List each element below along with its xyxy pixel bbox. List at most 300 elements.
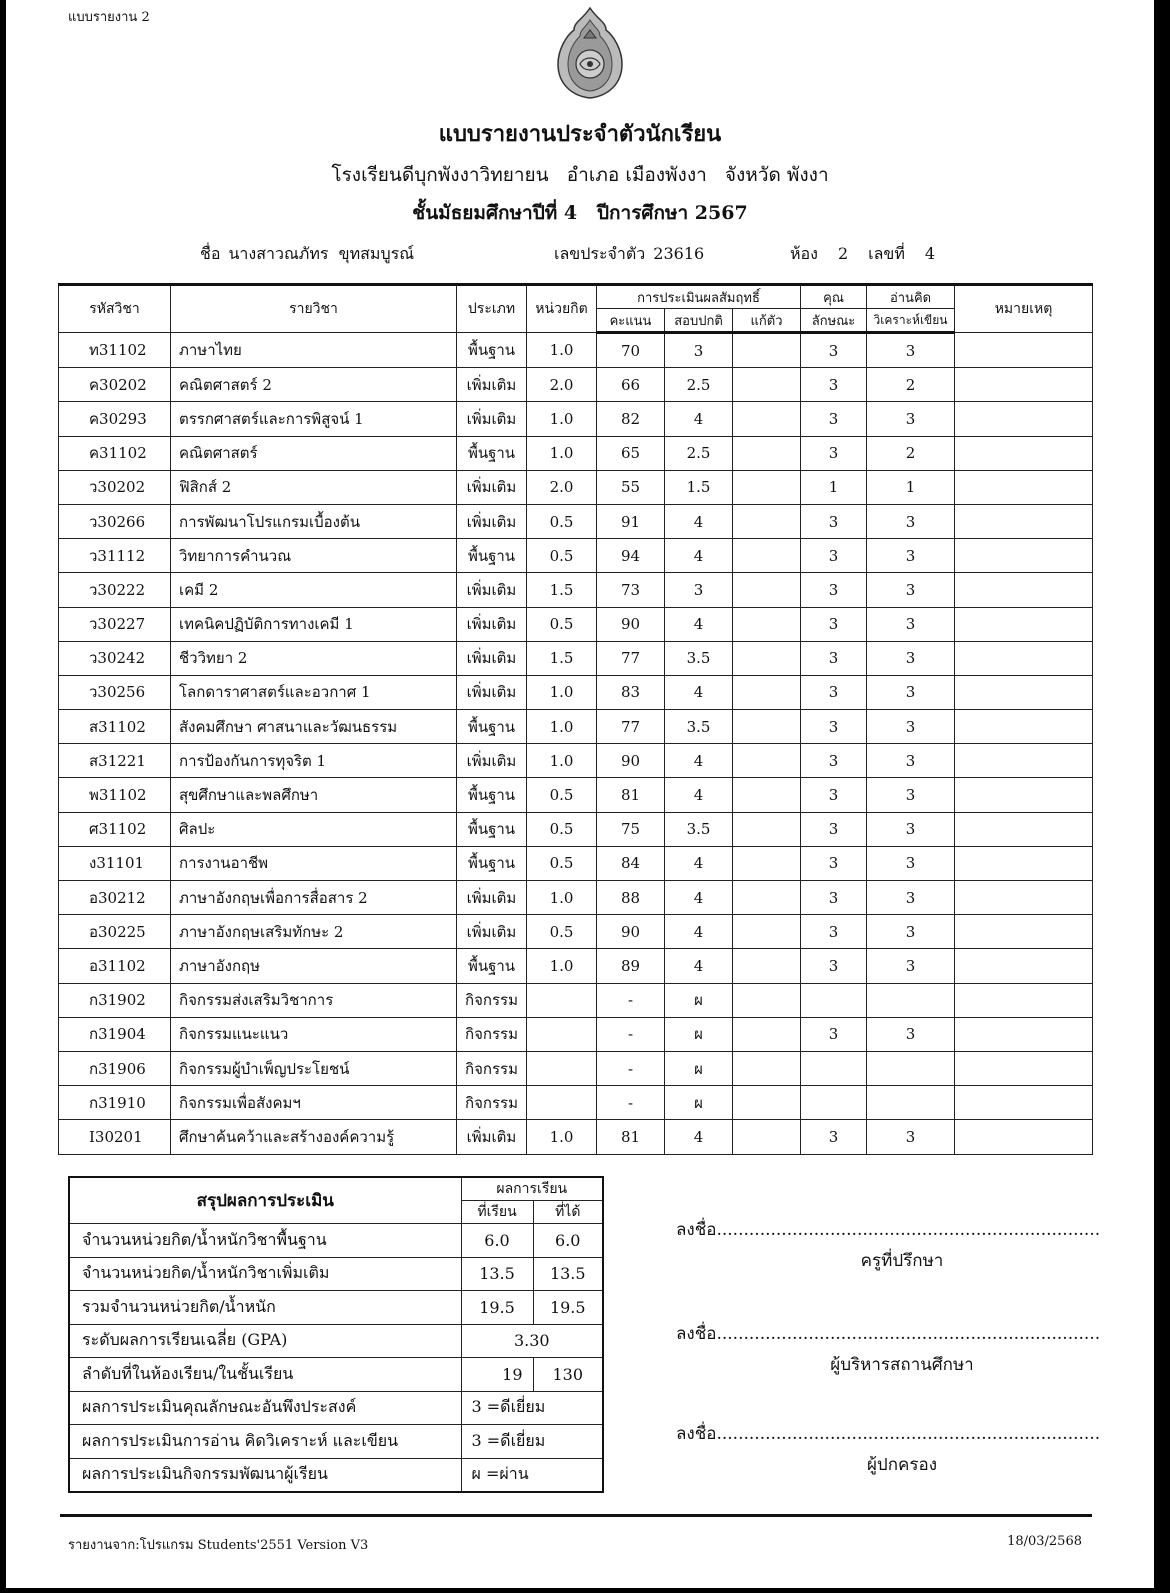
subject-name: เทคนิคปฏิบัติการทางเคมี 1: [171, 607, 457, 641]
subject-remark: [955, 710, 1093, 744]
summary-taken-header: ที่เรียน: [461, 1201, 533, 1224]
footer-source: รายงานจาก:โปรแกรม Students'2551 Version V3: [68, 1538, 369, 1553]
subject-type: พื้นฐาน: [457, 539, 527, 573]
subject-reading: 3: [867, 710, 955, 744]
subject-type: เพิ่มเติม: [457, 402, 527, 436]
subject-credit: 1.0: [527, 881, 597, 915]
table-row: [59, 983, 1093, 1017]
subject-retake: [733, 915, 801, 949]
table-row: [59, 402, 1093, 436]
header-assessment: การประเมินผลสัมฤทธิ์: [597, 285, 801, 309]
table-row: [59, 607, 1093, 641]
subject-remark: [955, 436, 1093, 470]
subject-name: ภาษาอังกฤษ: [171, 949, 457, 983]
subject-grade: ผ: [665, 983, 733, 1017]
header-reading-1: อ่านคิด: [867, 285, 955, 309]
subject-score: 70: [597, 333, 665, 368]
subject-type: พื้นฐาน: [457, 812, 527, 846]
subject-score: 90: [597, 607, 665, 641]
subject-quality: 3: [801, 504, 867, 538]
subject-retake: [733, 1017, 801, 1051]
quality-label: ผลการประเมินคุณลักษณะอันพึงประสงค์: [69, 1391, 461, 1425]
subject-name: คณิตศาสตร์: [171, 436, 457, 470]
footer-divider: [60, 1514, 1092, 1517]
subject-credit: 1.0: [527, 1120, 597, 1154]
table-row: [59, 436, 1093, 470]
report-title: แบบรายงานประจำตัวนักเรียน: [438, 121, 722, 147]
subject-credit: 2.0: [527, 470, 597, 504]
total-credit-label: รวมจำนวนหน่วยกิต/น้ำหนัก: [69, 1291, 461, 1325]
subject-grade: 3.5: [665, 812, 733, 846]
subject-credit: [527, 1086, 597, 1120]
subject-credit: 1.0: [527, 436, 597, 470]
subject-quality: 3: [801, 915, 867, 949]
subject-quality: 3: [801, 402, 867, 436]
subject-grade: 4: [665, 607, 733, 641]
subject-grade: 4: [665, 744, 733, 778]
subject-credit: 1.0: [527, 675, 597, 709]
subject-type: เพิ่มเติม: [457, 607, 527, 641]
subject-name: กิจกรรมเพื่อสังคมฯ: [171, 1086, 457, 1120]
subject-retake: [733, 778, 801, 812]
subject-credit: [527, 1017, 597, 1051]
subject-remark: [955, 1051, 1093, 1085]
subject-code: ว30222: [59, 573, 171, 607]
subject-type: พื้นฐาน: [457, 710, 527, 744]
subject-name: กิจกรรมส่งเสริมวิชาการ: [171, 983, 457, 1017]
subject-name: ชีววิทยา 2: [171, 641, 457, 675]
subject-credit: 0.5: [527, 778, 597, 812]
subject-quality: 3: [801, 1120, 867, 1154]
subject-remark: [955, 573, 1093, 607]
subject-grade: 4: [665, 504, 733, 538]
subject-code: ก31910: [59, 1086, 171, 1120]
subject-credit: 0.5: [527, 846, 597, 880]
subject-reading: 3: [867, 949, 955, 983]
subject-code: ว30202: [59, 470, 171, 504]
class-line: ชั้นมัธยมศึกษาปีที่ 4 ปีการศึกษา 2567: [412, 202, 748, 224]
subject-grade: 4: [665, 402, 733, 436]
total-credit-earned: 19.5: [533, 1291, 603, 1325]
subject-remark: [955, 675, 1093, 709]
subject-retake: [733, 812, 801, 846]
subject-remark: [955, 812, 1093, 846]
subject-retake: [733, 641, 801, 675]
subject-name: ศิลปะ: [171, 812, 457, 846]
subject-grade: ผ: [665, 1051, 733, 1085]
subject-retake: [733, 710, 801, 744]
reading-value: 3 =ดีเยี่ยม: [461, 1425, 603, 1459]
subject-quality: 3: [801, 710, 867, 744]
subject-type: เพิ่มเติม: [457, 881, 527, 915]
extra-credit-earned: 13.5: [533, 1257, 603, 1291]
subject-type: เพิ่มเติม: [457, 744, 527, 778]
subject-grade: 3: [665, 573, 733, 607]
school-seal-logo: [552, 6, 628, 100]
subject-code: อ30225: [59, 915, 171, 949]
subject-credit: 2.0: [527, 368, 597, 402]
subject-type: กิจกรรม: [457, 1017, 527, 1051]
subject-remark: [955, 881, 1093, 915]
subject-type: เพิ่มเติม: [457, 641, 527, 675]
subject-score: -: [597, 1086, 665, 1120]
table-row: [59, 949, 1093, 983]
table-row: [59, 368, 1093, 402]
subject-remark: [955, 333, 1093, 368]
subject-score: -: [597, 983, 665, 1017]
subject-code: ว30227: [59, 607, 171, 641]
subject-name: สุขศึกษาและพลศึกษา: [171, 778, 457, 812]
subject-quality: 3: [801, 778, 867, 812]
table-row: [59, 881, 1093, 915]
subject-name: กิจกรรมผู้บำเพ็ญประโยชน์: [171, 1051, 457, 1085]
subject-remark: [955, 983, 1093, 1017]
subject-code: ค30202: [59, 368, 171, 402]
table-row: [59, 1017, 1093, 1051]
student-room-block: [790, 242, 943, 267]
summary-title: สรุปผลการประเมิน: [69, 1177, 461, 1224]
subject-type: พื้นฐาน: [457, 949, 527, 983]
subject-score: -: [597, 1017, 665, 1051]
table-row: [59, 744, 1093, 778]
signature-role: ครูที่ปรึกษา: [860, 1251, 944, 1271]
subject-name: ภาษาอังกฤษเพื่อการสื่อสาร 2: [171, 881, 457, 915]
subject-remark: [955, 607, 1093, 641]
subject-code: ท31102: [59, 333, 171, 368]
header-quality-2: ลักษณะ: [801, 309, 867, 333]
subject-remark: [955, 1086, 1093, 1120]
subject-quality: 3: [801, 812, 867, 846]
subject-quality: 3: [801, 539, 867, 573]
subject-remark: [955, 846, 1093, 880]
subject-remark: [955, 470, 1093, 504]
subject-grade: 3.5: [665, 710, 733, 744]
subject-reading: 3: [867, 915, 955, 949]
header-subject: รายวิชา: [171, 285, 457, 333]
subject-reading: 3: [867, 573, 955, 607]
subject-name: โลกดาราศาสตร์และอวกาศ 1: [171, 675, 457, 709]
subject-retake: [733, 1051, 801, 1085]
subject-credit: [527, 983, 597, 1017]
table-row: [59, 470, 1093, 504]
rank-class: 130: [533, 1358, 603, 1392]
student-room: 2: [837, 244, 849, 263]
form-number: แบบรายงาน 2: [68, 10, 150, 25]
header-remark: หมายเหตุ: [955, 285, 1093, 333]
subject-name: สังคมศึกษา ศาสนาและวัฒนธรรม: [171, 710, 457, 744]
subject-quality: 3: [801, 368, 867, 402]
subject-credit: 1.5: [527, 641, 597, 675]
subject-reading: 3: [867, 881, 955, 915]
subject-score: 83: [597, 675, 665, 709]
subject-type: เพิ่มเติม: [457, 368, 527, 402]
subject-retake: [733, 846, 801, 880]
subject-name: การพัฒนาโปรแกรมเบื้องต้น: [171, 504, 457, 538]
subject-score: 90: [597, 915, 665, 949]
subject-code: ว30266: [59, 504, 171, 538]
subject-type: เพิ่มเติม: [457, 504, 527, 538]
subject-credit: 0.5: [527, 812, 597, 846]
table-row: [59, 778, 1093, 812]
subject-grade: 4: [665, 539, 733, 573]
subject-reading: 3: [867, 675, 955, 709]
subject-type: เพิ่มเติม: [457, 1120, 527, 1154]
subject-quality: 3: [801, 573, 867, 607]
subject-type: เพิ่มเติม: [457, 915, 527, 949]
subject-code: ว31112: [59, 539, 171, 573]
subject-reading: 3: [867, 778, 955, 812]
signature-role: ผู้บริหารสถานศึกษา: [830, 1355, 974, 1375]
student-id: 23616: [653, 244, 705, 263]
subject-type: เพิ่มเติม: [457, 470, 527, 504]
subject-code: ก31904: [59, 1017, 171, 1051]
reading-label: ผลการประเมินการอ่าน คิดวิเคราะห์ และเขียน: [69, 1425, 461, 1459]
subject-retake: [733, 504, 801, 538]
subject-credit: 0.5: [527, 915, 597, 949]
table-row: [59, 1120, 1093, 1154]
subject-grade: 4: [665, 915, 733, 949]
subject-credit: 0.5: [527, 504, 597, 538]
table-row: [59, 1086, 1093, 1120]
subject-name: ภาษาอังกฤษเสริมทักษะ 2: [171, 915, 457, 949]
subject-name: การงานอาชีพ: [171, 846, 457, 880]
signature-line: ลงชื่อ.......................................................................: [676, 1424, 1101, 1444]
subject-type: พื้นฐาน: [457, 436, 527, 470]
subject-score: 66: [597, 368, 665, 402]
header-normal: สอบปกติ: [665, 309, 733, 333]
subject-reading: 3: [867, 333, 955, 368]
subject-name: ตรรกศาสตร์และการพิสูจน์ 1: [171, 402, 457, 436]
subject-score: -: [597, 1051, 665, 1085]
subject-retake: [733, 402, 801, 436]
subject-quality: 3: [801, 607, 867, 641]
subject-score: 82: [597, 402, 665, 436]
extra-credit-taken: 13.5: [461, 1257, 533, 1291]
table-row: [59, 333, 1093, 368]
subject-quality: 1: [801, 470, 867, 504]
gpa-value: 3.30: [461, 1324, 603, 1358]
signature-line: ลงชื่อ.......................................................................: [676, 1324, 1101, 1344]
subject-score: 77: [597, 710, 665, 744]
subject-grade: 3.5: [665, 641, 733, 675]
header-type: ประเภท: [457, 285, 527, 333]
subject-remark: [955, 1017, 1093, 1051]
subject-retake: [733, 1120, 801, 1154]
subject-reading: [867, 1051, 955, 1085]
signature-parent: [676, 1420, 1101, 1478]
subject-grade: 4: [665, 949, 733, 983]
subject-type: พื้นฐาน: [457, 778, 527, 812]
subject-quality: 3: [801, 846, 867, 880]
subject-credit: 1.0: [527, 402, 597, 436]
subject-type: กิจกรรม: [457, 1086, 527, 1120]
subject-quality: [801, 1051, 867, 1085]
subject-quality: [801, 1086, 867, 1120]
subject-remark: [955, 368, 1093, 402]
subject-reading: 3: [867, 812, 955, 846]
subject-code: ง31101: [59, 846, 171, 880]
subject-reading: 3: [867, 539, 955, 573]
subject-retake: [733, 539, 801, 573]
subject-name: ฟิสิกส์ 2: [171, 470, 457, 504]
extra-credit-label: จำนวนหน่วยกิต/น้ำหนักวิชาเพิ่มเติม: [69, 1257, 461, 1291]
subject-credit: 1.0: [527, 333, 597, 368]
subject-retake: [733, 436, 801, 470]
table-row: [59, 1051, 1093, 1085]
subject-retake: [733, 983, 801, 1017]
subject-score: 84: [597, 846, 665, 880]
rank-label: ลำดับที่ในห้องเรียน/ในชั้นเรียน: [69, 1358, 461, 1392]
subject-remark: [955, 949, 1093, 983]
activity-value: ผ =ผ่าน: [461, 1458, 603, 1492]
subject-reading: 3: [867, 641, 955, 675]
subject-grade: ผ: [665, 1086, 733, 1120]
subject-score: 65: [597, 436, 665, 470]
subject-score: 75: [597, 812, 665, 846]
school-line: โรงเรียนดีบุกพังงาวิทยายน อำเภอ เมืองพังงา จังหวัด พังงา: [331, 164, 829, 186]
subject-credit: 1.5: [527, 573, 597, 607]
subject-credit: 0.5: [527, 539, 597, 573]
student-name: นางสาวณภัทร ขุทสมบูรณ์: [228, 244, 415, 263]
subject-retake: [733, 470, 801, 504]
subject-code: ว30256: [59, 675, 171, 709]
rank-room: 19: [461, 1358, 533, 1392]
subject-reading: 3: [867, 744, 955, 778]
subject-grade: 4: [665, 881, 733, 915]
subject-type: พื้นฐาน: [457, 333, 527, 368]
subject-grade: ผ: [665, 1017, 733, 1051]
subject-code: อ31102: [59, 949, 171, 983]
subject-reading: [867, 983, 955, 1017]
signature-role: ผู้ปกครอง: [866, 1455, 938, 1475]
report-page: [6, 0, 1154, 1588]
subject-credit: 0.5: [527, 607, 597, 641]
subject-reading: 1: [867, 470, 955, 504]
subject-quality: 3: [801, 881, 867, 915]
subject-quality: 3: [801, 436, 867, 470]
header-reading-2: วิเคราะห์เขียน: [867, 309, 955, 333]
summary-result-header: ผลการเรียน: [461, 1177, 603, 1201]
subject-score: 88: [597, 881, 665, 915]
room-label: ห้อง: [790, 244, 818, 263]
subject-quality: [801, 983, 867, 1017]
subject-grade: 1.5: [665, 470, 733, 504]
subject-type: กิจกรรม: [457, 1051, 527, 1085]
student-no: 4: [924, 244, 936, 263]
subject-reading: 3: [867, 846, 955, 880]
table-row: [59, 641, 1093, 675]
subject-grade: 4: [665, 1120, 733, 1154]
subject-score: 77: [597, 641, 665, 675]
subject-remark: [955, 504, 1093, 538]
subject-remark: [955, 778, 1093, 812]
basic-credit-label: จำนวนหน่วยกิต/น้ำหนักวิชาพื้นฐาน: [69, 1224, 461, 1258]
subject-grade: 4: [665, 675, 733, 709]
subject-name: เคมี 2: [171, 573, 457, 607]
subject-score: 91: [597, 504, 665, 538]
signature-advisor: [676, 1216, 1101, 1274]
subject-grade: 2.5: [665, 368, 733, 402]
subject-retake: [733, 1086, 801, 1120]
subject-reading: 2: [867, 368, 955, 402]
student-name-block: [200, 242, 422, 267]
header-quality-1: คุณ: [801, 285, 867, 309]
subject-grade: 3: [665, 333, 733, 368]
subject-remark: [955, 744, 1093, 778]
subject-quality: 3: [801, 1017, 867, 1051]
header-credit: หน่วยกิต: [527, 285, 597, 333]
header-code: รหัสวิชา: [59, 285, 171, 333]
subject-grade: 4: [665, 846, 733, 880]
grades-table: [58, 283, 1093, 1155]
subject-score: 89: [597, 949, 665, 983]
subject-type: เพิ่มเติม: [457, 573, 527, 607]
subject-remark: [955, 539, 1093, 573]
subject-credit: [527, 1051, 597, 1085]
subject-quality: 3: [801, 333, 867, 368]
subject-code: ก31906: [59, 1051, 171, 1085]
subject-score: 55: [597, 470, 665, 504]
subject-reading: 2: [867, 436, 955, 470]
id-label: เลขประจำตัว: [554, 244, 646, 263]
no-label: เลขที่: [868, 244, 905, 263]
subject-quality: 3: [801, 949, 867, 983]
subject-score: 73: [597, 573, 665, 607]
table-row: [59, 504, 1093, 538]
subject-credit: 1.0: [527, 744, 597, 778]
subject-code: ว30242: [59, 641, 171, 675]
footer-date: 18/03/2568: [1007, 1534, 1082, 1549]
header-score: คะแนน: [597, 309, 665, 333]
subject-reading: 3: [867, 1017, 955, 1051]
subject-code: ศ31102: [59, 812, 171, 846]
subject-code: ค31102: [59, 436, 171, 470]
subject-quality: 3: [801, 641, 867, 675]
subject-grade: 2.5: [665, 436, 733, 470]
subject-remark: [955, 915, 1093, 949]
subject-code: ส31221: [59, 744, 171, 778]
subject-grade: 4: [665, 778, 733, 812]
subject-retake: [733, 573, 801, 607]
table-row: [59, 539, 1093, 573]
summary-earned-header: ที่ได้: [533, 1201, 603, 1224]
subject-retake: [733, 333, 801, 368]
subject-code: อ30212: [59, 881, 171, 915]
subject-name: กิจกรรมแนะแนว: [171, 1017, 457, 1051]
subject-reading: 3: [867, 504, 955, 538]
subject-score: 81: [597, 778, 665, 812]
signature-director: [676, 1320, 1101, 1378]
subject-retake: [733, 744, 801, 778]
summary-table: [68, 1176, 604, 1493]
subject-remark: [955, 641, 1093, 675]
subject-remark: [955, 402, 1093, 436]
subject-code: พ31102: [59, 778, 171, 812]
header-retake: แก้ตัว: [733, 309, 801, 333]
quality-value: 3 =ดีเยี่ยม: [461, 1391, 603, 1425]
signature-line: ลงชื่อ.......................................................................: [676, 1220, 1101, 1240]
subject-retake: [733, 675, 801, 709]
subject-retake: [733, 368, 801, 402]
subject-code: ก31902: [59, 983, 171, 1017]
subject-retake: [733, 607, 801, 641]
subject-name: การป้องกันการทุจริต 1: [171, 744, 457, 778]
subject-remark: [955, 1120, 1093, 1154]
subject-reading: [867, 1086, 955, 1120]
subject-score: 90: [597, 744, 665, 778]
total-credit-taken: 19.5: [461, 1291, 533, 1325]
activity-label: ผลการประเมินกิจกรรมพัฒนาผู้เรียน: [69, 1458, 461, 1492]
